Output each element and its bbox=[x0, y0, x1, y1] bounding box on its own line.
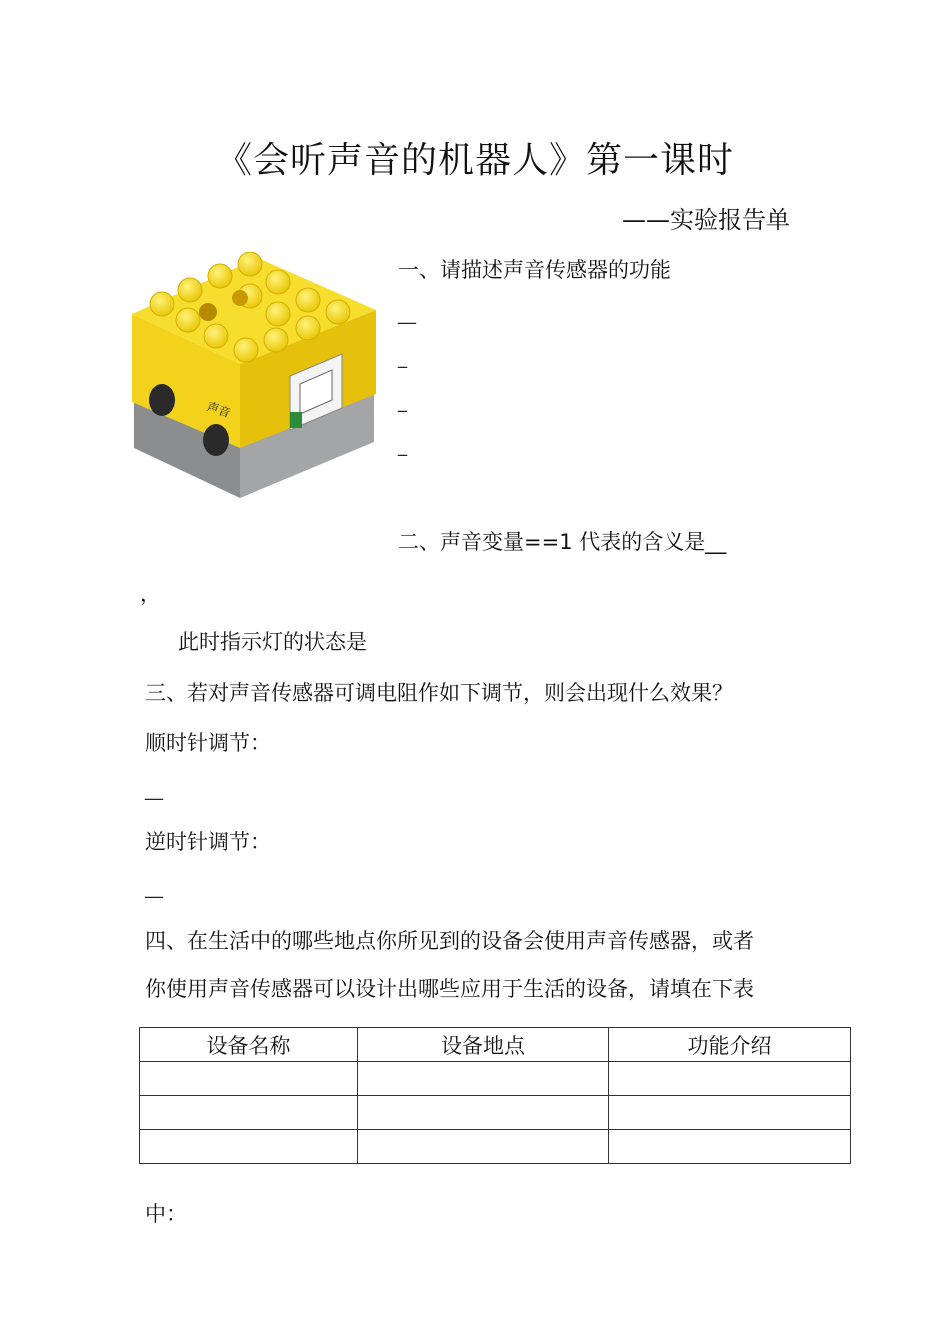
table-cell[interactable] bbox=[609, 1062, 851, 1096]
table-row bbox=[140, 1096, 851, 1130]
header-function: 功能介绍 bbox=[609, 1028, 851, 1062]
sensor-label: 声音 bbox=[205, 399, 233, 421]
table-header-row bbox=[140, 1028, 851, 1062]
table-cell[interactable] bbox=[358, 1062, 609, 1096]
q4-line-2: 你使用声音传感器可以设计出哪些应用于生活的设备，请填在下表 bbox=[145, 977, 754, 1001]
q4-trailing-text: 中： bbox=[145, 1202, 187, 1226]
q3-counter-blank[interactable]: __ bbox=[145, 878, 163, 899]
device-table bbox=[139, 1027, 851, 1164]
q3-heading: 三、若对声音传感器可调电阻作如下调节，则会出现什么效果？ bbox=[145, 681, 733, 705]
q1-blank-3[interactable]: _ bbox=[398, 392, 407, 413]
page-title: 《会听声音的机器人》第一课时 bbox=[215, 140, 734, 181]
q1-heading: 一、请描述声音传感器的功能 bbox=[398, 258, 671, 282]
q4-line-1: 四、在生活中的哪些地点你所见到的设备会使用声音传感器，或者 bbox=[145, 929, 754, 953]
table-row bbox=[140, 1062, 851, 1096]
sound-sensor-image bbox=[128, 252, 380, 504]
q2-heading: 二、声音变量==1 代表的含义是__ bbox=[398, 530, 727, 554]
header-device-name: 设备名称 bbox=[140, 1028, 358, 1062]
q3-counter-label: 逆时针调节： bbox=[145, 830, 271, 854]
table-cell[interactable] bbox=[140, 1096, 358, 1130]
page-subtitle: ——实验报告单 bbox=[622, 206, 790, 234]
table-cell[interactable] bbox=[609, 1130, 851, 1164]
q3-clockwise-label: 顺时针调节： bbox=[145, 731, 271, 755]
table-row bbox=[140, 1130, 851, 1164]
table-cell[interactable] bbox=[140, 1130, 358, 1164]
q3-clockwise-blank[interactable]: __ bbox=[145, 780, 163, 801]
q2-indicator-text: 此时指示灯的状态是 bbox=[178, 630, 367, 654]
q1-blank-2[interactable]: _ bbox=[398, 348, 407, 369]
table-cell[interactable] bbox=[358, 1096, 609, 1130]
table-cell[interactable] bbox=[609, 1096, 851, 1130]
table-cell[interactable] bbox=[358, 1130, 609, 1164]
q2-comma: ， bbox=[140, 582, 161, 606]
q1-blank-1[interactable]: __ bbox=[398, 304, 416, 325]
table-cell[interactable] bbox=[140, 1062, 358, 1096]
q1-blank-4[interactable]: _ bbox=[398, 436, 407, 457]
header-device-location: 设备地点 bbox=[358, 1028, 609, 1062]
